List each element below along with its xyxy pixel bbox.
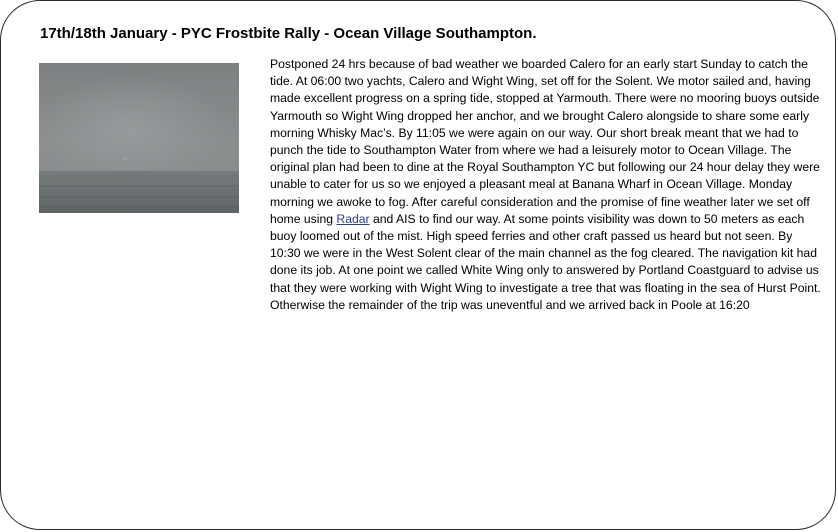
radar-link[interactable]: Radar xyxy=(336,211,370,226)
fog-sea-photo xyxy=(39,63,239,213)
article-text-part1: Postponed 24 hrs because of bad weather we boarded Calero for an early start Sunday to catch the tide. At 06:00 two yachts, Calero and Wight Wing, set off for the Solent. We motor sailed and, having made excellent progress on a spring tide, stopped at Yarmouth. There were no mooring buoys outside Yarmouth so Wight Wing dropped her anchor, and we brought Calero alongside to share some early morning Whisky Mac’s. By 11:05 we were again on our way. Our short break meant that we had to punch the tide to Southampton Water from where we had a leisurely motor to Ocean Village. The original plan had been to dine at the Royal Southampton YC but following our 24 hour delay they were unable to cater for us so we enjoyed a pleasant meal at Banana Wharf in Ocean Village. Monday morning we awoke to fog. After careful consideration and the promise of fine weather later we set off home using xyxy=(270,57,820,226)
fog-sea-image xyxy=(39,63,239,213)
page-title: 17th/18th January - PYC Frostbite Rally - Ocean Village Southampton. xyxy=(40,25,537,42)
article-text-part2: and AIS to find our way. At some points visibility was down to 50 meters as each buoy loomed out of the mist. High speed ferries and other craft passed us heard but not seen. By 10:30 we were in the West Solent clear of the main channel as the fog cleared. The navigation kit had done its job. At one point we called White Wing only to answered by Portland Coastguard to advise us that they were working with Wight Wing to investigate a tree that was floating in the sea of Hurst Point. Otherwise the remainder of the trip was uneventful and we arrived back in Poole at 16:20 xyxy=(270,211,821,312)
article-body xyxy=(270,56,822,314)
